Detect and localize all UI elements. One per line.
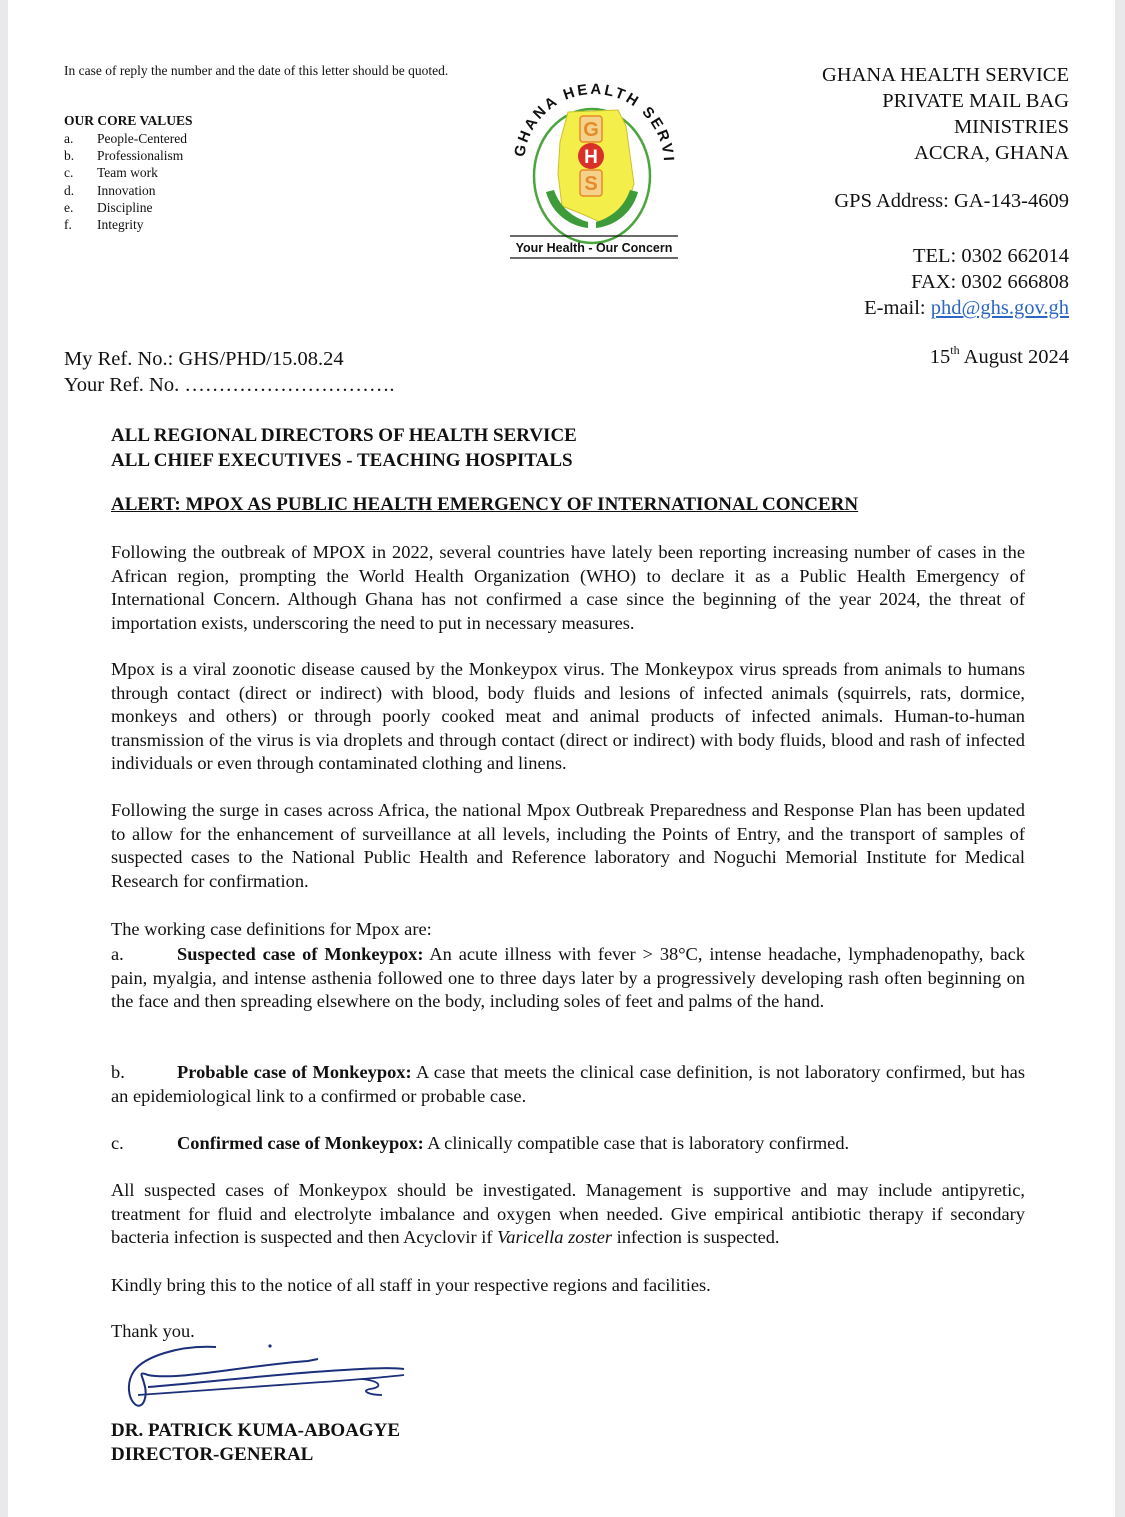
- your-ref: Your Ref. No. ………………………….: [64, 374, 395, 396]
- address-line: MINISTRIES: [953, 116, 1069, 138]
- logo-arc-text: GHANA HEALTH SERVI: [511, 80, 678, 164]
- signatory-title: DIRECTOR-GENERAL: [111, 1444, 314, 1465]
- paragraph: Following the surge in cases across Africa, the national Mpox Outbreak Preparedness and Response Plan has been updated to allow for the enhancement of surveillance at all levels, including the Points of Entry, and the transport of samples of suspected cases to the National Public Health and Reference laboratory and Noguchi Memorial Institute for Medical Research for confirmation.: [111, 800, 1025, 891]
- signature-image: [108, 1335, 428, 1425]
- address-line: PRIVATE MAIL BAG: [882, 90, 1069, 112]
- recipient-line: ALL REGIONAL DIRECTORS OF HEALTH SERVICE: [111, 425, 577, 446]
- core-value-item: d. Innovation: [64, 182, 156, 198]
- thank-you: Thank you.: [111, 1321, 195, 1341]
- gps-address: GPS Address: GA-143-4609: [834, 190, 1069, 212]
- definitions-intro: The working case definitions for Mpox are:: [111, 919, 432, 939]
- email-link[interactable]: phd@ghs.gov.gh: [930, 297, 1069, 319]
- logo-letter-g: G: [583, 119, 599, 141]
- definition-item: b. Probable case of Monkeypox: A case that meets the clinical case definition, is not laboratory confirmed, but has an epidemiological link to a confirmed or probable case.: [111, 1062, 1025, 1106]
- core-value-item: c. Team work: [64, 165, 158, 181]
- subject-line: ALERT: MPOX AS PUBLIC HEALTH EMERGENCY OF INTERNATIONAL CONCERN: [111, 494, 859, 515]
- reply-note: In case of reply the number and the date of this letter should be quoted.: [64, 63, 449, 78]
- contact-block: [864, 243, 1069, 321]
- my-ref: My Ref. No.: GHS/PHD/15.08.24: [64, 348, 344, 370]
- management-paragraph: All suspected cases of Monkeypox should be investigated. Management is supportive and may include antipyretic, treatment for fluid and electrolyte imbalance and oxygen when needed. Give empirical antibiotic therapy if secondary bacteria infection is suspected and then Acyclovir if Varicella zoster infection is suspected.: [111, 1180, 1025, 1247]
- recipients: [111, 423, 577, 473]
- address-line: GHANA HEALTH SERVICE: [821, 64, 1069, 86]
- telephone: TEL: 0302 662014: [912, 245, 1069, 267]
- letter-page: [8, 0, 1115, 1517]
- ghs-logo: [496, 64, 686, 269]
- closing-note: Kindly bring this to the notice of all staff in your respective regions and facilities.: [111, 1275, 711, 1295]
- definition-item: c. Confirmed case of Monkeypox: A clinically compatible case that is laboratory confirmed.: [111, 1133, 850, 1153]
- fax: FAX: 0302 666808: [911, 271, 1069, 293]
- core-value-item: f. Integrity: [64, 217, 144, 233]
- core-value-item: e. Discipline: [64, 199, 153, 215]
- core-values-list: [64, 130, 187, 233]
- email-label: E-mail:: [864, 297, 931, 319]
- core-values-title: OUR CORE VALUES: [64, 113, 193, 128]
- signatory-name: DR. PATRICK KUMA-ABOAGYE: [111, 1420, 401, 1441]
- paragraph: Mpox is a viral zoonotic disease caused by the Monkeypox virus. The Monkeypox virus spreads from animals to humans through contact (direct or indirect) with blood, body fluids and lesions of infected animals (squirrels, rats, dormice, monkeys and others) or through poorly cooked meat and animal products of infected animals. Human-to-human transmission of the virus is via droplets and through contact (direct or indirect) with body fluids, blood and rash of infected individuals or even through contaminated clothing and linens.: [111, 659, 1025, 773]
- paragraph: Following the outbreak of MPOX in 2022, several countries have lately been reporting increasing number of cases in the African region, prompting the World Health Organization (WHO) to declare it as a Public Health Emergency of International Concern. Although Ghana has not confirmed a case since the beginning of the year 2024, the threat of importation exists, underscoring the need to put in necessary measures.: [111, 542, 1025, 633]
- logo-tagline: Your Health - Our Concern: [515, 241, 673, 255]
- address-line: ACCRA, GHANA: [914, 142, 1069, 164]
- letter-date: 15th August 2024: [929, 343, 1069, 368]
- signatory-block: [111, 1419, 400, 1467]
- reference-block: [64, 346, 394, 398]
- definition-item: a. Suspected case of Monkeypox: An acute illness with fever > 38°C, intense headache, lymphadenopathy, back pain, myalgia, and intense asthenia followed one to three days later by a progressively developing rash often beginning on the face and then spreading elsewhere on the body, including soles of feet and palms of the hand.: [111, 944, 1025, 1011]
- core-value-item: b. Professionalism: [64, 148, 184, 164]
- logo-letter-s: S: [584, 173, 598, 195]
- email-row: [864, 295, 1069, 321]
- logo-letter-h: H: [584, 147, 598, 168]
- sender-address: [822, 62, 1069, 166]
- recipient-line: ALL CHIEF EXECUTIVES - TEACHING HOSPITALS: [111, 450, 573, 471]
- core-value-item: a. People-Centered: [64, 131, 187, 146]
